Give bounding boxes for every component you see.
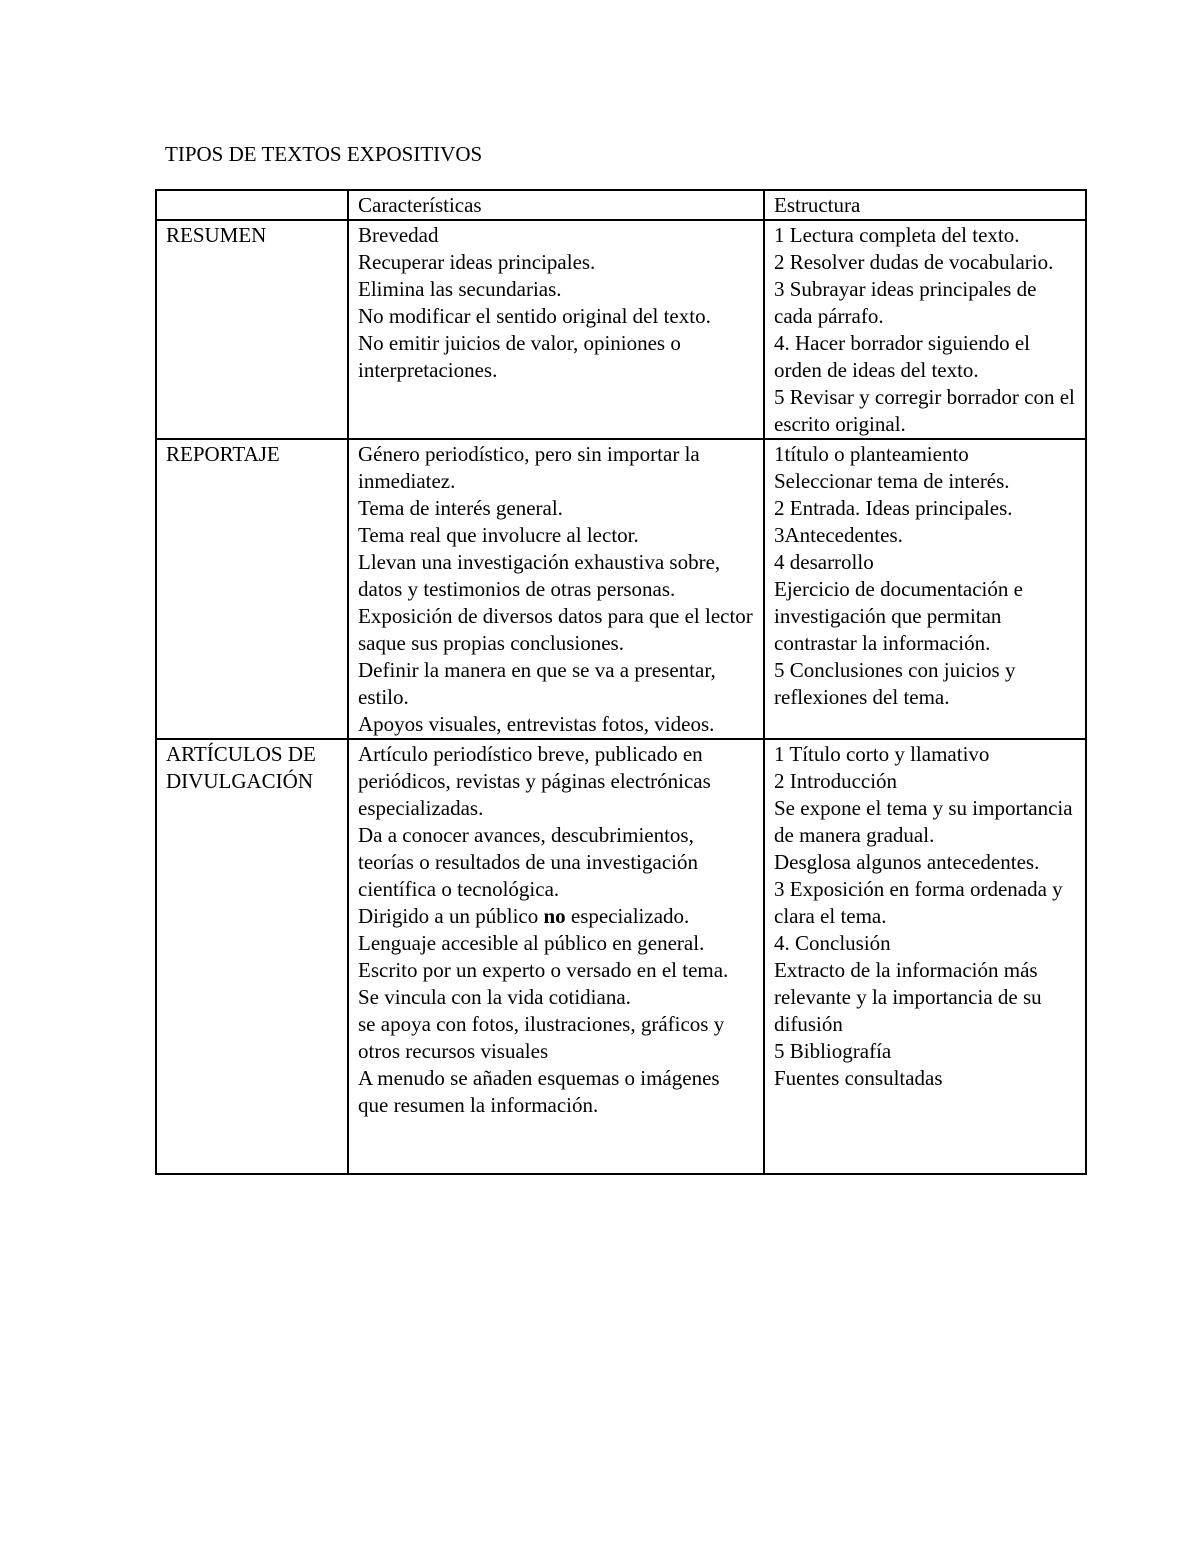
- list-item: Lenguaje accesible al público en general.: [358, 931, 705, 955]
- list-item: 3Antecedentes.: [774, 523, 903, 547]
- header-cell-estructura: Estructura: [764, 190, 1086, 220]
- list-item-dirigido: [358, 903, 755, 930]
- table-header-row: [156, 190, 1086, 220]
- header-cell-caracteristicas: Características: [348, 190, 764, 220]
- list-item: 1título o planteamiento: [774, 442, 969, 466]
- list-item: Fuentes consultadas: [774, 1066, 943, 1090]
- list-item: 5 Bibliografía: [774, 1039, 892, 1063]
- header-cell-empty: [156, 190, 348, 220]
- list-item: 1 Título corto y llamativo: [774, 742, 990, 766]
- list-item: 3 Subrayar ideas principales de cada párrafo.: [774, 277, 1037, 328]
- list-item: No modificar el sentido original del texto.: [358, 304, 711, 328]
- table-row-resumen: [156, 220, 1086, 439]
- list-item: 2 Introducción: [774, 769, 898, 793]
- list-item: Ejercicio de documentación e investigación que permitan contrastar la información.: [774, 577, 1023, 655]
- list-item: Escrito por un experto o versado en el tema.: [358, 958, 729, 982]
- list-item: 4 desarrollo: [774, 550, 874, 574]
- caracteristicas-cell-reportaje: [348, 439, 764, 739]
- list-item: No emitir juicios de valor, opiniones o interpretaciones.: [358, 331, 681, 382]
- list-item: Seleccionar tema de interés.: [774, 469, 1010, 493]
- list-item: Llevan una investigación exhaustiva sobre, datos y testimonios de otras personas.: [358, 550, 721, 601]
- list-item: 4. Hacer borrador siguiendo el orden de ideas del texto.: [774, 331, 1030, 382]
- estructura-cell-resumen: [764, 220, 1086, 439]
- list-item: 3 Exposición en forma ordenada y clara el tema.: [774, 877, 1063, 928]
- caracteristicas-cell-resumen: [348, 220, 764, 439]
- list-item: Elimina las secundarias.: [358, 277, 562, 301]
- list-item: 5 Conclusiones con juicios y reflexiones del tema.: [774, 658, 1016, 709]
- list-item: Definir la manera en que se va a presentar, estilo.: [358, 658, 716, 709]
- expository-texts-table: [155, 189, 1087, 1175]
- estructura-cell-reportaje: [764, 439, 1086, 739]
- table-row-reportaje: [156, 439, 1086, 739]
- list-item: 4. Conclusión: [774, 931, 891, 955]
- list-item: Género periodístico, pero sin importar la inmediatez.: [358, 442, 700, 493]
- list-item: se apoya con fotos, ilustraciones, gráficos y otros recursos visuales: [358, 1012, 725, 1063]
- list-item: Tema real que involucre al lector.: [358, 523, 639, 547]
- list-item: Se vincula con la vida cotidiana.: [358, 985, 631, 1009]
- list-item: 5 Revisar y corregir borrador con el escrito original.: [774, 385, 1075, 436]
- row-label-articulos: ARTÍCULOS DE DIVULGACIÓN: [156, 739, 348, 1174]
- row-label-reportaje: REPORTAJE: [156, 439, 348, 739]
- list-item: Exposición de diversos datos para que el lector saque sus propias conclusiones.: [358, 604, 753, 655]
- list-item: Da a conocer avances, descubrimientos, teorías o resultados de una investigación científica o tecnológica.: [358, 823, 698, 901]
- list-item: Extracto de la información más relevante y la importancia de su difusión: [774, 958, 1042, 1036]
- list-item: Se expone el tema y su importancia de manera gradual.: [774, 796, 1073, 847]
- list-item: Tema de interés general.: [358, 496, 563, 520]
- dirigido-text-after: especializado.: [565, 904, 690, 928]
- list-item: Recuperar ideas principales.: [358, 250, 596, 274]
- dirigido-text-bold: no: [543, 904, 566, 928]
- caracteristicas-cell-articulos: [348, 739, 764, 1174]
- list-item: 2 Entrada. Ideas principales.: [774, 496, 1013, 520]
- list-item: Brevedad: [358, 223, 439, 247]
- row-label-resumen: RESUMEN: [156, 220, 348, 439]
- list-item: Apoyos visuales, entrevistas fotos, videos.: [358, 712, 715, 736]
- list-item: A menudo se añaden esquemas o imágenes que resumen la información.: [358, 1066, 720, 1117]
- list-item: Artículo periodístico breve, publicado en periódicos, revistas y páginas electrónicas especializadas.: [358, 742, 711, 820]
- estructura-cell-articulos: [764, 739, 1086, 1174]
- list-item: 1 Lectura completa del texto.: [774, 223, 1020, 247]
- list-item: 2 Resolver dudas de vocabulario.: [774, 250, 1054, 274]
- page-title: TIPOS DE TEXTOS EXPOSITIVOS: [165, 142, 483, 166]
- dirigido-text-before: Dirigido a un público: [358, 904, 544, 928]
- table-row-articulos: [156, 739, 1086, 1174]
- list-item: Desglosa algunos antecedentes.: [774, 850, 1040, 874]
